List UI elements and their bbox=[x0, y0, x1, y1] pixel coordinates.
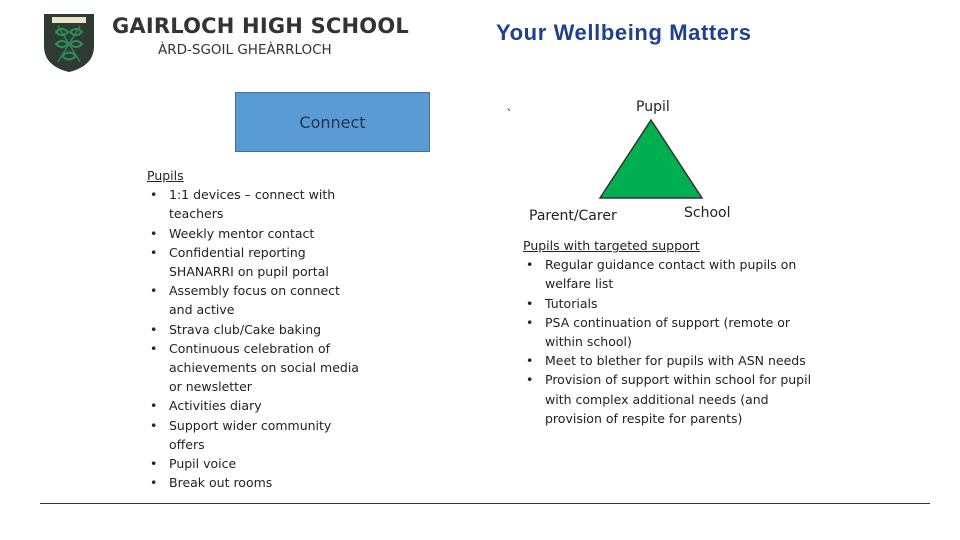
triangle-shape bbox=[600, 120, 702, 198]
list-item: • Meet to blether for pupils with ASN needs bbox=[523, 351, 823, 370]
page-title: Your Wellbeing Matters bbox=[496, 20, 752, 45]
wellbeing-triangle bbox=[598, 118, 704, 200]
list-item: • Provision of support within school for pupil with complex additional needs (and provision of respite for parents) bbox=[523, 370, 823, 428]
targeted-support-list bbox=[523, 255, 823, 428]
school-crest-logo bbox=[42, 12, 96, 74]
list-item: • Continuous celebration of achievements on social media or newsletter bbox=[147, 339, 359, 397]
connect-box bbox=[235, 92, 430, 152]
triangle-label-pupil: Pupil bbox=[636, 99, 670, 115]
list-item: • Activities diary bbox=[147, 396, 359, 415]
list-item: • 1:1 devices – connect with teachers bbox=[147, 185, 359, 223]
school-name-gaelic: ÀRD-SGOIL GHEÀRRLOCH bbox=[158, 42, 332, 58]
stray-mark: ` bbox=[506, 108, 513, 124]
list-item: • PSA continuation of support (remote or within school) bbox=[523, 313, 823, 351]
targeted-support-section bbox=[523, 236, 823, 428]
list-item: • Strava club/Cake baking bbox=[147, 320, 359, 339]
list-item: • Tutorials bbox=[523, 294, 823, 313]
pupils-section bbox=[147, 166, 359, 492]
list-item: • Assembly focus on connect and active bbox=[147, 281, 359, 319]
list-item: • Weekly mentor contact bbox=[147, 224, 359, 243]
list-item: • Regular guidance contact with pupils on welfare list bbox=[523, 255, 823, 293]
triangle-label-parent-carer: Parent/Carer bbox=[529, 208, 617, 224]
list-item: • Pupil voice bbox=[147, 454, 359, 473]
list-item: • Support wider community offers bbox=[147, 416, 359, 454]
list-item: • Break out rooms bbox=[147, 473, 359, 492]
triangle-label-school: School bbox=[684, 205, 731, 221]
pupils-heading: Pupils bbox=[147, 168, 184, 183]
connect-label: Connect bbox=[299, 112, 366, 132]
school-name: GAIRLOCH HIGH SCHOOL bbox=[112, 14, 409, 38]
bottom-divider bbox=[40, 503, 930, 504]
list-item: • Confidential reporting SHANARRI on pupil portal bbox=[147, 243, 359, 281]
targeted-support-heading: Pupils with targeted support bbox=[523, 238, 700, 253]
pupils-list bbox=[147, 185, 359, 492]
